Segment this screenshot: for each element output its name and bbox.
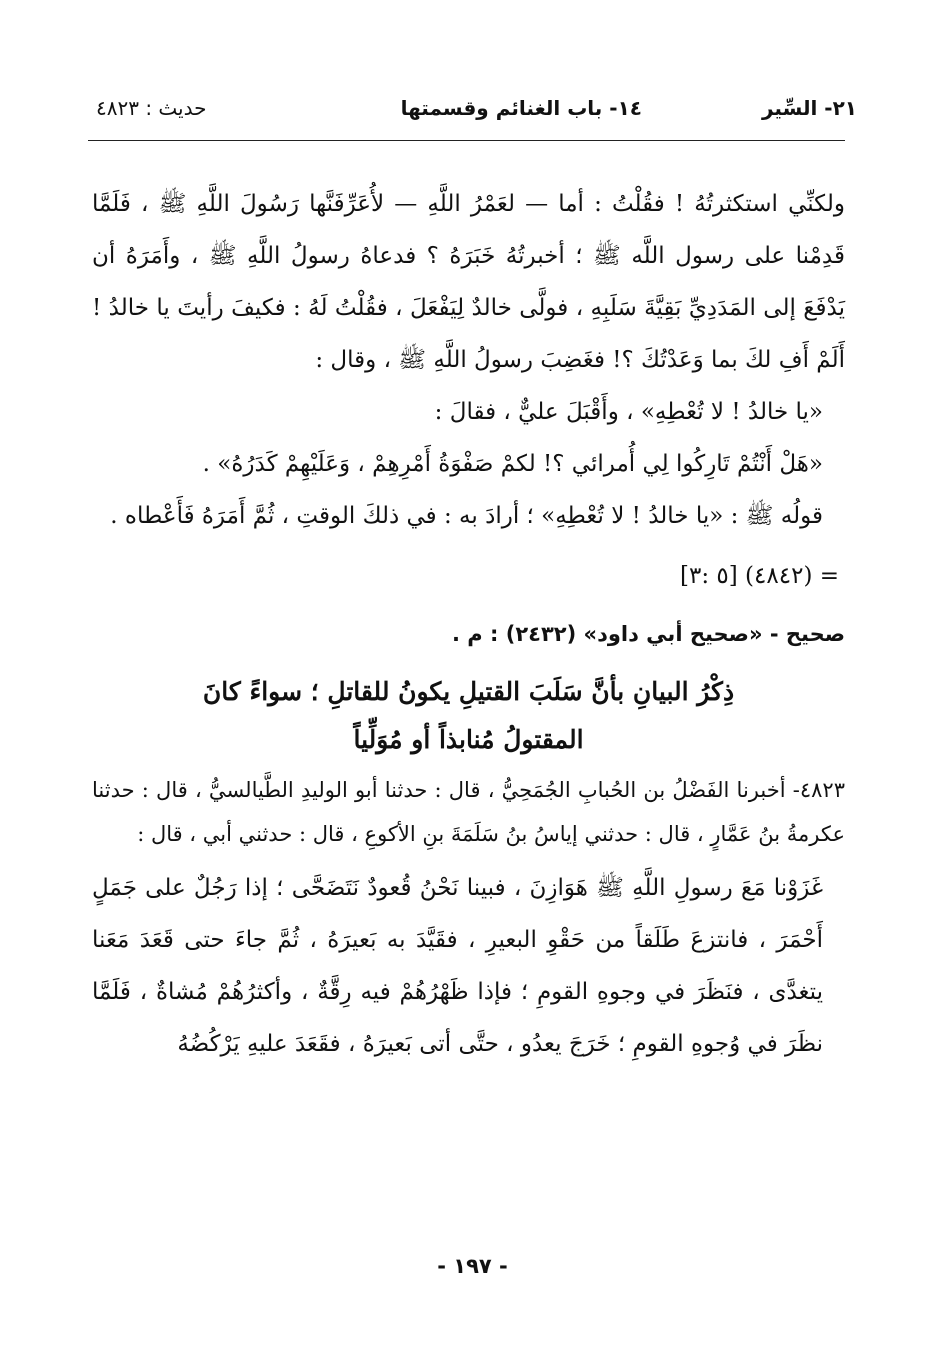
page-body [92, 178, 845, 1070]
hadith-matn: غَزَوْنا مَعَ رسولِ اللَّهِ ﷺ هَوَازِنَ ، فبينا نَحْنُ قُعودٌ نَتَضَحَّى ؛ إذا رَجُلٌ على جَمَلٍ أَحْمَرَ ، فانتزعَ طَلَقاً من حَقْوِ البعيرِ ، فقَيَّدَ به بَعيرَهُ ، ثُمَّ جاءَ حتى قَعَدَ مَعَنا يتغدَّى ، فنَظَرَ في وجوهِ القومِ ؛ فإذا ظَهْرُهُمْ فيه رِقَّةٌ ، وأكثرُهُمْ مُشاةٌ ، فَلَمَّا نظَرَ في وُجوهِ القومِ ؛ خَرَجَ يعدُو ، حتَّى أتى بَعيرَهُ ، فقَعَدَ عليهِ يَرْكُضُهُ [92, 875, 823, 1057]
section-heading-line-1: ذِكْرُ البيانِ بأنَّ سَلَبَ القتيلِ يكونُ للقاتلِ ؛ سواءً كانَ [202, 677, 735, 706]
cross-reference: = (٤٨٤٢) [٥ :٣] [679, 563, 839, 589]
hadith-number: ٤٨٢٣- [792, 778, 845, 802]
section-heading-line-2: المقتولُ مُنابذاً أو مُوَلِّياً [353, 725, 584, 754]
running-header [88, 96, 857, 130]
quote-khalid: «يا خالدُ ! لا تُعْطِهِ» ، وأَقْبَلَ عليٌّ ، فقالَ : [434, 399, 823, 425]
authentication-grade: صحيح - «صحيح أبي داود» (٢٤٣٢) : م . [452, 622, 845, 646]
paragraph-commentary: قولُه ﷺ : «يا خالدُ ! لا تُعْطِهِ» ؛ أرادَ به : في ذلكَ الوقتِ ، ثُمَّ أَمَرَهُ فَأَعْطاه . [110, 503, 823, 529]
header-divider [88, 140, 845, 141]
hadith-isnad [92, 768, 845, 856]
isnad-text: أخبرنا الفَضْلُ بن الحُبابِ الجُمَحِيُّ ، قال : حدثنا أبو الوليدِ الطَّيالسيُّ ، قال : حدثنا عكرمةُ بنُ عَمَّارٍ ، قال : حدثني إياسُ بنُ سَلَمَةَ بنِ الأكوعِ ، قال : حدثني أبي ، قال : [92, 778, 845, 846]
paragraph-narration: ولكنِّي استكثرتُهُ ! فقُلْتُ : أما — لعَمْرُ اللَّهِ — لأُعَرِّفَنَّها رَسُولَ اللَّهِ ﷺ ، فَلَمَّا قَدِمْنا على رسول اللَّه ﷺ ؛ أخبرتُهُ خَبَرَهُ ؟ فدعاهُ رسولُ اللَّهِ ﷺ ، وأَمَرَهُ أن يَدْفَعَ إلى المَدَدِيِّ بَقِيَّةَ سَلَبِهِ ، فولَّى خالدٌ لِيَفْعَلَ ، فقُلْتُ لَهُ : فكيفَ رأيتَ يا خالدُ ! أَلَمْ أَفِ لكَ بما وَعَدْتُكَ ؟! فغَضِبَ رسولُ اللَّهِ ﷺ ، وقال : [92, 191, 845, 373]
header-chapter-title: ١٤- باب الغنائم وقسمتها [400, 96, 642, 120]
section-heading [92, 668, 845, 764]
quote-prophet: «هَلْ أَنْتُمْ تَارِكُوا لِي أُمرائي ؟! لكمْ صَفْوَةُ أَمْرِهِمْ ، وَعَلَيْهِمْ كَدَرُهُ» . [202, 451, 823, 477]
page-number: - ١٩٧ - [437, 1254, 508, 1278]
header-hadith-ref: حديث : ٤٨٢٣ [96, 96, 207, 120]
header-book-title: ٢١- السِّير [761, 96, 857, 120]
